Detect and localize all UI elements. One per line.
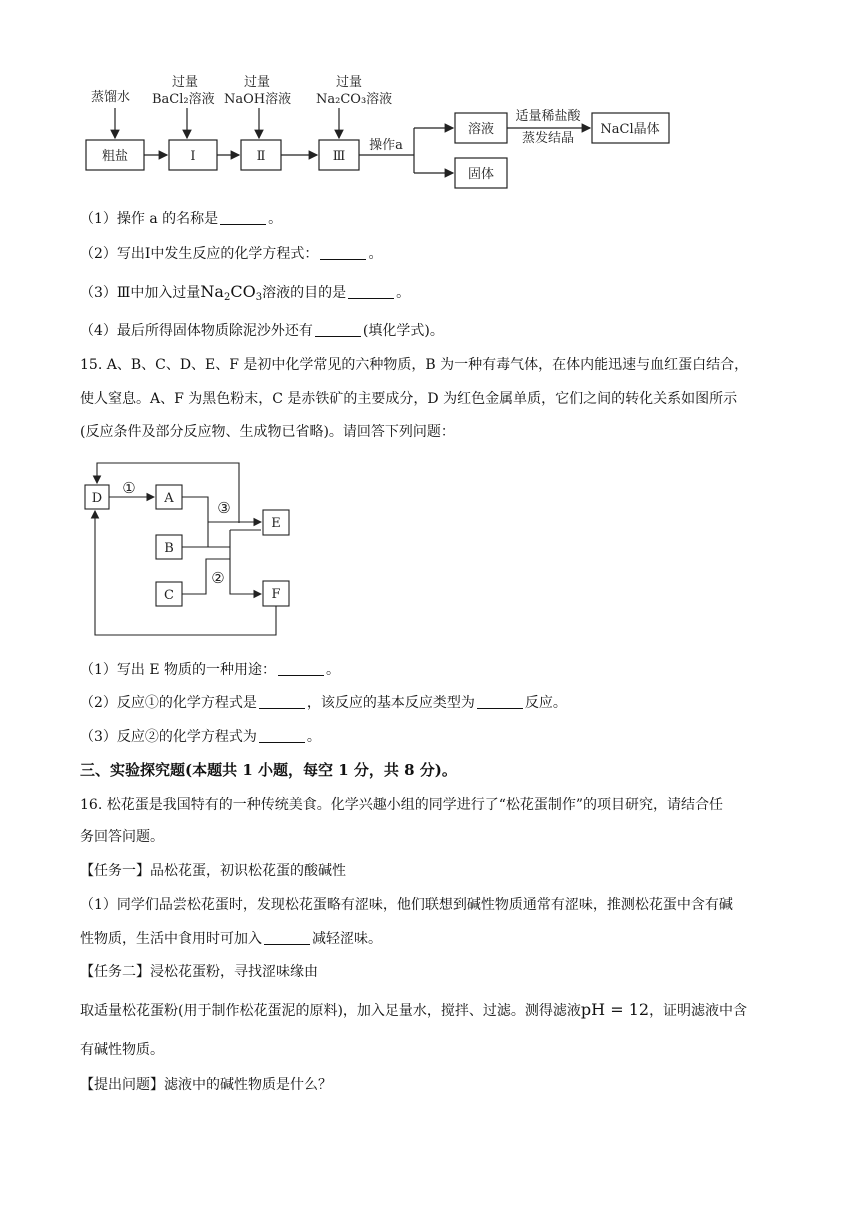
- step1-text: Ⅰ: [190, 149, 196, 164]
- step3-text: Ⅲ: [332, 149, 346, 164]
- q15-stem-line2: 使人窒息。A、F 为黑色粉末，C 是赤铁矿的主要成分，D 为红色金属单质，它们之间的转化关系如图所示: [80, 391, 738, 407]
- ph-value: pH = 12: [580, 1000, 650, 1019]
- answer-blank[interactable]: [477, 694, 523, 709]
- evaporation-label: 蒸发结晶: [521, 131, 575, 146]
- bacl2-qty-label: 过量: [172, 75, 199, 90]
- q16-task2-heading: 【任务二】浸松花蛋粉，寻找涩味缘由: [80, 964, 318, 980]
- q16-question: 【提出问题】滤液中的碱性物质是什么？: [80, 1077, 332, 1093]
- label-A: A: [164, 491, 174, 506]
- label-E: E: [271, 516, 281, 531]
- salt-purification-flowchart: [0, 0, 860, 200]
- label-C: C: [164, 588, 174, 603]
- bacl2-label: BaCl₂溶液: [152, 92, 215, 107]
- naoh-label: NaOH溶液: [224, 92, 292, 107]
- answer-blank[interactable]: [259, 694, 305, 709]
- q16-task2-text-line1: 取适量松花蛋粉(用于制作松花蛋泥的原料)，加入足量水，搅拌、过滤。测得滤液pH = 12，证明滤液中含: [80, 1000, 748, 1019]
- answer-blank[interactable]: [348, 284, 394, 299]
- reaction-3-label: ③: [217, 499, 231, 517]
- naoh-qty-label: 过量: [244, 75, 271, 90]
- answer-blank[interactable]: [259, 728, 305, 743]
- step2-text: Ⅱ: [256, 149, 266, 164]
- answer-blank[interactable]: [220, 210, 266, 225]
- solution-text: 溶液: [467, 122, 495, 137]
- q14-part1: （1）操作 a 的名称是 。: [80, 211, 283, 227]
- answer-blank[interactable]: [315, 322, 361, 337]
- reaction-1-label: ①: [122, 479, 136, 497]
- q14-part4: （4）最后所得固体物质除泥沙外还有 (填化学式)。: [80, 323, 444, 339]
- label-B: B: [164, 541, 174, 556]
- q16-stem-line1: 16. 松花蛋是我国特有的一种传统美食。化学兴趣小组的同学进行了“松花蛋制作”的项目研究，请结合任: [80, 797, 724, 813]
- crude-salt-text: 粗盐: [101, 149, 129, 164]
- operation-label: 操作a: [369, 138, 403, 153]
- answer-blank[interactable]: [320, 245, 366, 260]
- na2co3-formula: $Na_2CO_3$: [200, 282, 263, 303]
- answer-blank[interactable]: [264, 930, 310, 945]
- acid-label: 适量稀盐酸: [515, 109, 581, 124]
- q15-stem-line3: (反应条件及部分反应物、生成物已省略)。请回答下列问题：: [80, 424, 455, 440]
- water-label: 蒸馏水: [91, 90, 131, 105]
- section-3-title: 三、实验探究题(本题共 1 小题，每空 1 分，共 8 分)。: [80, 761, 457, 779]
- solid-text: 固体: [467, 167, 495, 182]
- q14-part2: （2）写出Ⅰ中发生反应的化学方程式： 。: [80, 246, 383, 262]
- label-D: D: [91, 491, 103, 506]
- substance-relation-diagram: [0, 455, 860, 655]
- label-F: F: [271, 587, 281, 602]
- na2co3-qty-label: 过量: [336, 75, 363, 90]
- product-text: NaCl晶体: [600, 122, 660, 137]
- q16-task1-part1-line2: 性物质，生活中食用时可加入 减轻涩味。: [80, 931, 382, 947]
- answer-blank[interactable]: [278, 661, 324, 676]
- q15-stem-line1: 15. A、B、C、D、E、F 是初中化学常见的六种物质，B 为一种有毒气体，在体内能迅速与血红蛋白结合，: [80, 357, 749, 373]
- q15-part3: （3）反应②的化学方程式为 。: [80, 729, 321, 745]
- q16-task1-part1-line1: （1）同学们品尝松花蛋时，发现松花蛋略有涩味，他们联想到碱性物质通常有涩味，推测松花蛋中含有碱: [80, 897, 733, 913]
- q15-part1: （1）写出 E 物质的一种用途： 。: [80, 662, 341, 678]
- na2co3-label: Na₂CO₃溶液: [316, 92, 393, 107]
- q16-stem-line2: 务回答问题。: [80, 829, 164, 845]
- q14-part3: （3）Ⅲ中加入过量$Na_2CO_3$溶液的目的是 。: [80, 282, 411, 303]
- q16-task1-heading: 【任务一】品松花蛋，初识松花蛋的酸碱性: [80, 863, 346, 879]
- q15-part2: （2）反应①的化学方程式是 ，该反应的基本反应类型为 反应。: [80, 695, 567, 711]
- reaction-2-label: ②: [211, 569, 225, 587]
- q16-task2-text-line2: 有碱性物质。: [80, 1042, 164, 1058]
